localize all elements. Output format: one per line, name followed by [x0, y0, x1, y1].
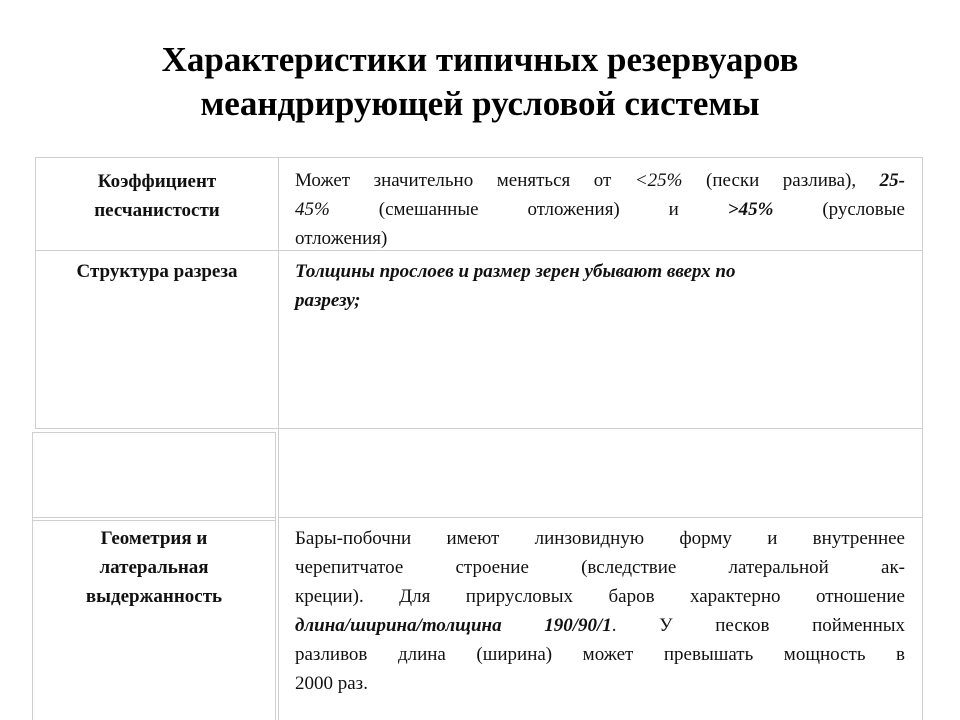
- text-line: [295, 166, 905, 195]
- text-line: 2000 раз.: [295, 673, 368, 694]
- row-text-section-structure: [295, 257, 905, 315]
- text-span-bold-italic: 25-: [879, 170, 905, 191]
- row-label-line: латеральная: [99, 557, 209, 578]
- text-line: черепитчатое строение (вследствие латеральной ак-: [295, 557, 905, 578]
- row-label-line: Геометрия и: [100, 528, 208, 549]
- text-span: (смешанные отложения) и: [329, 199, 728, 220]
- text-line: разрезу;: [295, 290, 361, 311]
- table-border-right: [922, 157, 923, 720]
- text-span-bold-italic: >45%: [727, 199, 774, 220]
- row-label-geometry: [33, 524, 275, 611]
- text-span-italic: 45%: [295, 199, 330, 220]
- slide-title-line-2: меандрирующей русловой системы: [200, 84, 760, 123]
- text-line: Бары-побочни имеют линзовидную форму и внутреннее: [295, 528, 905, 549]
- text-line: креции). Для прирусловых баров характерно отношение: [295, 586, 905, 607]
- text-span: . У песков пойменных: [611, 615, 906, 636]
- row-label-line: Коэффициент: [97, 171, 217, 192]
- row-label-section-structure: [36, 257, 278, 286]
- row-label-line: выдержанность: [85, 586, 223, 607]
- text-line: отложения): [295, 228, 388, 249]
- text-line: Толщины прослоев и размер зерен убывают вверх по: [295, 261, 736, 282]
- row-label-line: песчанистости: [94, 200, 220, 221]
- table-row-divider: [278, 517, 922, 518]
- row-text-geometry: [295, 524, 905, 698]
- text-line: разливов длина (ширина) может превышать мощность в: [295, 644, 905, 665]
- table-row-divider: [35, 428, 278, 429]
- text-line: [295, 611, 905, 640]
- table-column-divider: [278, 157, 279, 720]
- slide-title: [0, 38, 960, 126]
- text-span-bold-italic: длина/ширина/толщина 190/90/1: [295, 615, 612, 636]
- text-span: (пески разлива),: [682, 170, 880, 191]
- row-text-sand-ratio: [295, 166, 905, 253]
- slide-title-line-1: Характеристики типичных резервуаров: [161, 40, 799, 79]
- row-label-sand-ratio: [36, 167, 278, 225]
- text-line: [295, 195, 905, 224]
- table-row-divider: [32, 520, 275, 521]
- text-span: Может значительно меняться от: [295, 170, 635, 191]
- table-row-divider: [32, 432, 275, 433]
- table-border-top: [35, 157, 923, 158]
- table-row-divider: [278, 428, 922, 429]
- table-row-divider: [32, 517, 275, 518]
- text-span: (русловые: [773, 199, 905, 220]
- table-column-divider: [275, 432, 276, 720]
- row-label-line: Структура разреза: [76, 261, 238, 282]
- text-span-italic: <25%: [634, 170, 683, 191]
